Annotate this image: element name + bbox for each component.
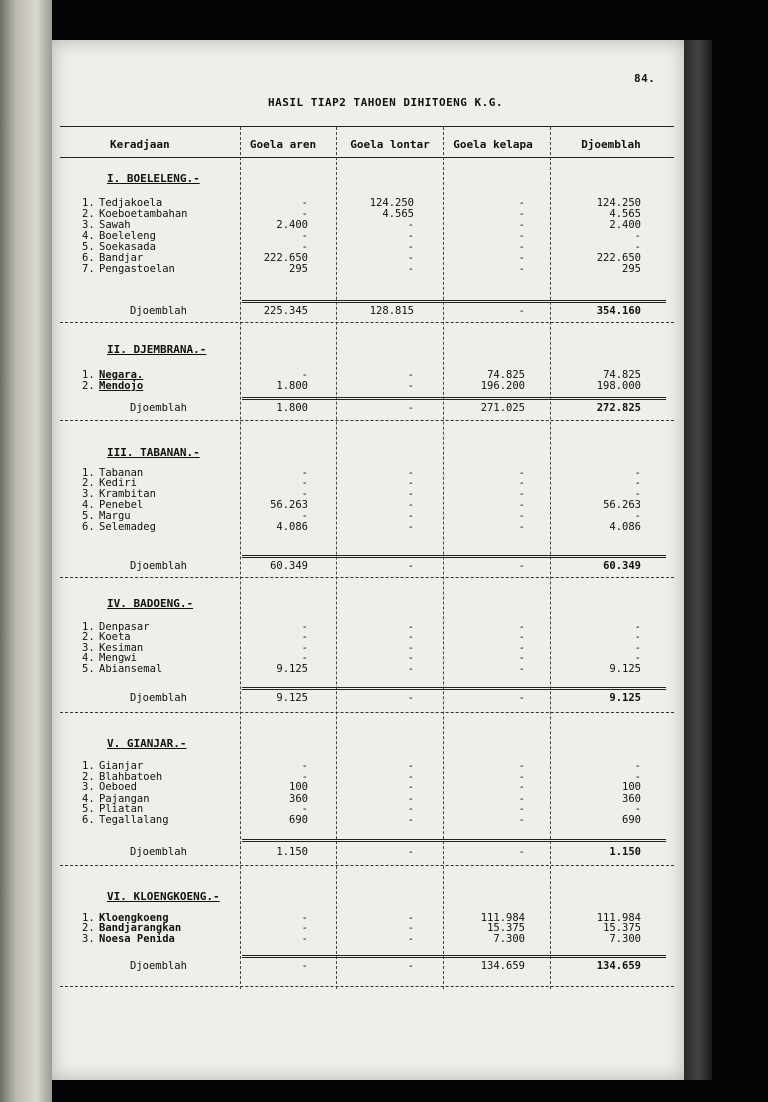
goela-lontar-value: - [407, 771, 414, 783]
djoemblah-value: - [634, 477, 641, 489]
goela-lontar-value: 4.565 [382, 208, 414, 220]
djoemblah-value: 111.984 [596, 912, 641, 924]
region-name: Soekasada [99, 241, 156, 253]
goela-lontar-value: - [407, 631, 414, 643]
goela-kelapa-value: - [518, 521, 525, 533]
table-row [82, 220, 662, 231]
region-name: Pengastoelan [99, 263, 175, 275]
goela-lontar-value: - [407, 369, 414, 381]
region-name: Pliatan [99, 803, 144, 815]
table-row [82, 511, 662, 522]
goela-kelapa-value: 196.200 [480, 380, 525, 392]
goela-aren-value: - [301, 760, 308, 772]
region-name: Gianjar [99, 760, 144, 772]
total-djoemblah: 272.825 [596, 402, 641, 414]
region-name: Bandjarangkan [99, 922, 182, 934]
goela-kelapa-value: - [518, 252, 525, 264]
region-name: Abiansemal [99, 663, 163, 675]
goela-kelapa-value: 74.825 [487, 369, 525, 381]
goela-kelapa-value: - [518, 510, 525, 522]
section-separator [60, 420, 674, 421]
row-number: 4. [82, 652, 95, 664]
goela-lontar-value: - [407, 621, 414, 633]
goela-lontar-value: - [407, 814, 414, 826]
total-label: Djoemblah [130, 402, 187, 414]
goela-aren-value: - [301, 241, 308, 253]
region-name: Penebel [99, 499, 144, 511]
goela-lontar-value: - [407, 252, 414, 264]
subtotal-rule [242, 839, 666, 840]
djoemblah-value: - [634, 467, 641, 479]
section-separator [60, 865, 674, 866]
subtotal-rule [242, 397, 666, 398]
column-header-djoemblah: Djoemblah [581, 138, 641, 151]
goela-kelapa-value: - [518, 263, 525, 275]
goela-kelapa-value: - [518, 499, 525, 511]
row-number: 1. [82, 912, 95, 924]
goela-aren-value: - [301, 510, 308, 522]
goela-aren-value: - [301, 771, 308, 783]
goela-aren-value: - [301, 642, 308, 654]
page-title: HASIL TIAP2 TAHOEN DIHITOENG K.G. [268, 96, 504, 109]
region-name: Tegallalang [99, 814, 169, 826]
row-number: 2. [82, 380, 95, 392]
region-name: Koeta [99, 631, 131, 643]
table-row [82, 478, 662, 489]
row-number: 3. [82, 219, 95, 231]
row-number: 3. [82, 488, 95, 500]
goela-aren-value: - [301, 803, 308, 815]
region-name: Tabanan [99, 467, 144, 479]
goela-kelapa-value: - [518, 488, 525, 500]
goela-kelapa-value: - [518, 621, 525, 633]
region-name: Bandjar [99, 252, 144, 264]
region-name: Kediri [99, 477, 137, 489]
total-goela-aren: 60.349 [270, 560, 308, 572]
goela-lontar-value: - [407, 488, 414, 500]
film-border-left [0, 0, 52, 1102]
goela-lontar-value: - [407, 652, 414, 664]
table-row [82, 209, 662, 220]
total-label: Djoemblah [130, 960, 187, 972]
row-number: 1. [82, 760, 95, 772]
section-separator [60, 712, 674, 713]
goela-kelapa-value: - [518, 642, 525, 654]
goela-lontar-value: - [407, 219, 414, 231]
goela-kelapa-value: - [518, 467, 525, 479]
goela-lontar-value: - [407, 477, 414, 489]
total-djoemblah: 60.349 [603, 560, 641, 572]
row-number: 2. [82, 922, 95, 934]
row-number: 5. [82, 510, 95, 522]
page-number: 84. [634, 72, 656, 85]
goela-lontar-value: - [407, 642, 414, 654]
djoemblah-value: - [634, 642, 641, 654]
djoemblah-value: - [634, 230, 641, 242]
table-row [82, 489, 662, 500]
goela-lontar-value: - [407, 760, 414, 772]
goela-lontar-value: - [407, 467, 414, 479]
row-number: 3. [82, 933, 95, 945]
goela-aren-value: - [301, 477, 308, 489]
region-name: Krambitan [99, 488, 156, 500]
subtotal-rule [242, 689, 666, 690]
goela-lontar-value: - [407, 521, 414, 533]
goela-kelapa-value: - [518, 230, 525, 242]
goela-aren-value: - [301, 652, 308, 664]
region-name: Kesiman [99, 642, 144, 654]
goela-aren-value: 1.800 [276, 380, 308, 392]
total-goela-lontar: - [407, 960, 414, 972]
header-rule-bottom [60, 157, 674, 158]
goela-kelapa-value: - [518, 814, 525, 826]
region-name: Denpasar [99, 621, 150, 633]
goela-kelapa-value: - [518, 760, 525, 772]
goela-kelapa-value: 7.300 [493, 933, 525, 945]
section-title: IV. BADOENG.- [107, 597, 194, 610]
region-name: Mengwi [99, 652, 137, 664]
goela-kelapa-value: - [518, 652, 525, 664]
djoemblah-value: 4.086 [609, 521, 641, 533]
section-total-row [82, 402, 662, 414]
djoemblah-value: - [634, 621, 641, 633]
djoemblah-value: - [634, 488, 641, 500]
table-row [82, 761, 662, 772]
djoemblah-value: - [634, 803, 641, 815]
goela-lontar-value: - [407, 933, 414, 945]
total-label: Djoemblah [130, 560, 187, 572]
subtotal-rule [242, 955, 666, 956]
table-row [82, 231, 662, 242]
total-label: Djoemblah [130, 305, 187, 317]
table-row [82, 782, 662, 793]
djoemblah-value: 690 [622, 814, 641, 826]
djoemblah-value: 198.000 [596, 380, 641, 392]
region-name: Oeboed [99, 781, 137, 793]
goela-kelapa-value: - [518, 781, 525, 793]
column-header-keradjaan: Keradjaan [110, 138, 170, 151]
section-total-row [82, 560, 662, 572]
djoemblah-value: - [634, 652, 641, 664]
subtotal-rule [242, 557, 666, 558]
total-goela-aren: - [301, 960, 308, 972]
djoemblah-value: - [634, 771, 641, 783]
row-number: 5. [82, 241, 95, 253]
region-name: Pajangan [99, 793, 150, 805]
column-header-goela-kelapa: Goela kelapa [453, 138, 533, 151]
total-label: Djoemblah [130, 846, 187, 858]
djoemblah-value: 7.300 [609, 933, 641, 945]
subtotal-rule [242, 300, 666, 301]
djoemblah-value: 9.125 [609, 663, 641, 675]
subtotal-rule [242, 399, 666, 400]
region-name: Koeboetambahan [99, 208, 188, 220]
goela-kelapa-value: - [518, 663, 525, 675]
total-goela-kelapa: - [518, 305, 525, 317]
row-number: 5. [82, 803, 95, 815]
section-total-row [82, 846, 662, 858]
row-number: 5. [82, 663, 95, 675]
goela-lontar-value: - [407, 263, 414, 275]
goela-kelapa-value: - [518, 197, 525, 209]
row-number: 6. [82, 252, 95, 264]
section-total-row [82, 692, 662, 704]
section-total-row [82, 960, 662, 972]
total-goela-aren: 1.800 [276, 402, 308, 414]
goela-kelapa-value: - [518, 219, 525, 231]
djoemblah-value: - [634, 241, 641, 253]
goela-aren-value: 2.400 [276, 219, 308, 231]
region-name: Blahbatoeh [99, 771, 163, 783]
djoemblah-value: 295 [622, 263, 641, 275]
table-row [82, 381, 662, 392]
row-number: 7. [82, 263, 95, 275]
goela-lontar-value: - [407, 380, 414, 392]
djoemblah-value: - [634, 631, 641, 643]
subtotal-rule [242, 957, 666, 958]
goela-kelapa-value: - [518, 771, 525, 783]
row-number: 1. [82, 197, 95, 209]
goela-lontar-value: - [407, 803, 414, 815]
goela-lontar-value: - [407, 241, 414, 253]
total-goela-kelapa: 271.025 [480, 402, 525, 414]
goela-aren-value: 4.086 [276, 521, 308, 533]
goela-kelapa-value: - [518, 803, 525, 815]
section-separator [60, 322, 674, 323]
goela-kelapa-value: 15.375 [487, 922, 525, 934]
djoemblah-value: 74.825 [603, 369, 641, 381]
table-row [82, 522, 662, 533]
region-name: Tedjakoela [99, 197, 163, 209]
goela-lontar-value: - [407, 510, 414, 522]
row-number: 2. [82, 771, 95, 783]
goela-aren-value: 690 [289, 814, 308, 826]
row-number: 4. [82, 230, 95, 242]
goela-kelapa-value: 111.984 [480, 912, 525, 924]
goela-aren-value: - [301, 230, 308, 242]
region-name: Noesa Penida [99, 933, 175, 945]
table-row [82, 264, 662, 275]
djoemblah-value: 360 [622, 793, 641, 805]
total-goela-kelapa: - [518, 560, 525, 572]
subtotal-rule [242, 555, 666, 556]
total-goela-lontar: 128.815 [369, 305, 414, 317]
goela-aren-value: 56.263 [270, 499, 308, 511]
total-goela-lontar: - [407, 846, 414, 858]
goela-lontar-value: 124.250 [369, 197, 414, 209]
section-title: II. DJEMBRANA.- [107, 343, 207, 356]
row-number: 6. [82, 814, 95, 826]
total-djoemblah: 354.160 [596, 305, 641, 317]
total-djoemblah: 1.150 [609, 846, 641, 858]
total-goela-lontar: - [407, 692, 414, 704]
row-number: 1. [82, 621, 95, 633]
goela-aren-value: 100 [289, 781, 308, 793]
goela-lontar-value: - [407, 663, 414, 675]
total-goela-kelapa: 134.659 [480, 960, 525, 972]
row-number: 4. [82, 793, 95, 805]
film-border-right [684, 40, 712, 1080]
column-header-goela-aren: Goela aren [249, 138, 317, 151]
row-number: 1. [82, 467, 95, 479]
goela-aren-value: 295 [289, 263, 308, 275]
goela-aren-value: - [301, 208, 308, 220]
row-number: 1. [82, 369, 95, 381]
djoemblah-value: 124.250 [596, 197, 641, 209]
region-name: Selemadeg [99, 521, 156, 533]
total-goela-aren: 1.150 [276, 846, 308, 858]
djoemblah-value: 56.263 [603, 499, 641, 511]
region-name: Kloengkoeng [99, 912, 169, 924]
row-number: 3. [82, 781, 95, 793]
region-name: Margu [99, 510, 131, 522]
goela-aren-value: - [301, 369, 308, 381]
goela-lontar-value: - [407, 793, 414, 805]
region-name: Negara. [99, 369, 144, 381]
column-header-goela-lontar: Goela lontar [350, 138, 430, 151]
table-row [82, 500, 662, 511]
goela-lontar-value: - [407, 912, 414, 924]
subtotal-rule [242, 687, 666, 688]
goela-aren-value: 360 [289, 793, 308, 805]
goela-aren-value: - [301, 197, 308, 209]
section-title: V. GIANJAR.- [107, 737, 187, 750]
goela-kelapa-value: - [518, 793, 525, 805]
total-goela-kelapa: - [518, 692, 525, 704]
row-number: 2. [82, 477, 95, 489]
table-row [82, 815, 662, 826]
row-number: 2. [82, 208, 95, 220]
goela-aren-value: - [301, 488, 308, 500]
total-goela-lontar: - [407, 560, 414, 572]
table-row [82, 653, 662, 664]
total-goela-lontar: - [407, 402, 414, 414]
goela-aren-value: - [301, 922, 308, 934]
djoemblah-value: 4.565 [609, 208, 641, 220]
table-row [82, 370, 662, 381]
section-separator [60, 577, 674, 578]
goela-aren-value: - [301, 621, 308, 633]
section-title: VI. KLOENGKOENG.- [107, 890, 220, 903]
region-name: Sawah [99, 219, 131, 231]
djoemblah-value: - [634, 760, 641, 772]
row-number: 6. [82, 521, 95, 533]
region-name: Mendojo [99, 380, 144, 392]
djoemblah-value: 222.650 [596, 252, 641, 264]
table-row [82, 934, 662, 945]
goela-aren-value: - [301, 933, 308, 945]
section-separator [60, 986, 674, 987]
goela-aren-value: - [301, 631, 308, 643]
total-goela-aren: 225.345 [263, 305, 308, 317]
goela-aren-value: 9.125 [276, 663, 308, 675]
goela-lontar-value: - [407, 922, 414, 934]
table-row [82, 242, 662, 253]
section-total-row [82, 305, 662, 317]
total-label: Djoemblah [130, 692, 187, 704]
goela-kelapa-value: - [518, 241, 525, 253]
djoemblah-value: - [634, 510, 641, 522]
header-rule-top [60, 126, 674, 127]
subtotal-rule [242, 841, 666, 842]
goela-aren-value: - [301, 912, 308, 924]
goela-lontar-value: - [407, 499, 414, 511]
total-djoemblah: 134.659 [596, 960, 641, 972]
total-goela-aren: 9.125 [276, 692, 308, 704]
goela-kelapa-value: - [518, 208, 525, 220]
total-djoemblah: 9.125 [609, 692, 641, 704]
table-row [82, 664, 662, 675]
table-row [82, 804, 662, 815]
djoemblah-value: 100 [622, 781, 641, 793]
row-number: 4. [82, 499, 95, 511]
goela-lontar-value: - [407, 781, 414, 793]
subtotal-rule [242, 302, 666, 303]
goela-kelapa-value: - [518, 631, 525, 643]
djoemblah-value: 15.375 [603, 922, 641, 934]
total-goela-kelapa: - [518, 846, 525, 858]
section-title: III. TABANAN.- [107, 446, 200, 459]
goela-aren-value: - [301, 467, 308, 479]
table-row [82, 632, 662, 643]
goela-aren-value: 222.650 [263, 252, 308, 264]
region-name: Boeleleng [99, 230, 156, 242]
row-number: 2. [82, 631, 95, 643]
goela-kelapa-value: - [518, 477, 525, 489]
row-number: 3. [82, 642, 95, 654]
djoemblah-value: 2.400 [609, 219, 641, 231]
section-title: I. BOELELENG.- [107, 172, 200, 185]
goela-lontar-value: - [407, 230, 414, 242]
